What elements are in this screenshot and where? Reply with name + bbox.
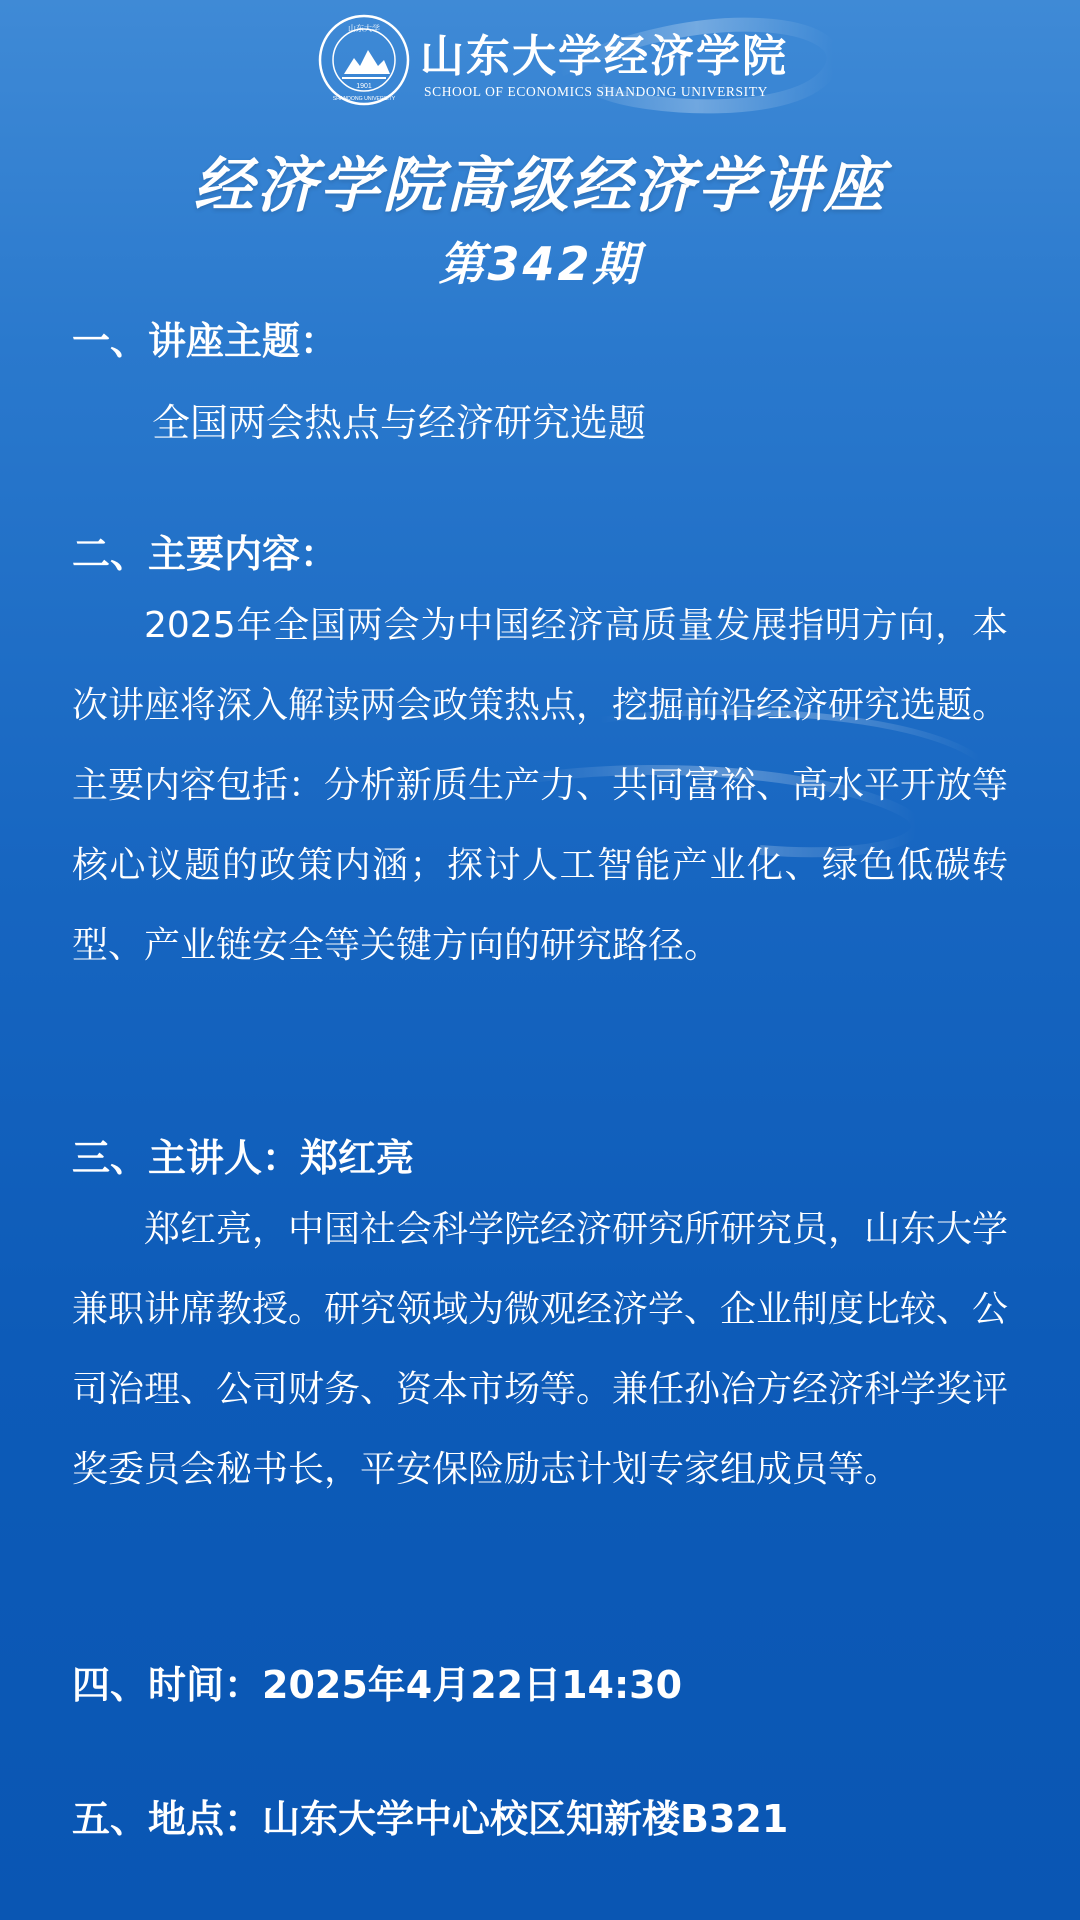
svg-text:SHANDONG UNIVERSITY: SHANDONG UNIVERSITY [332,96,396,102]
header-logo-block [0,14,1080,110]
school-name-cn: 山东大学经济学院 [420,31,788,82]
svg-text:山东大学: 山东大学 [348,24,380,33]
issue-number: 第342期 [438,237,642,291]
section-heading-location: 五、地点：山东大学中心校区知新楼B321 [72,1797,789,1841]
section-text-content: 2025年全国两会为中国经济高质量发展指明方向，本次讲座将深入解读两会政策热点，挖掘前沿经济研究选题。主要内容包括：分析新质生产力、共同富裕、高水平开放等核心议题的政策内涵；探讨人工智能产业化、绿色低碳转型、产业链安全等关键方向的研究路径。 [72,605,1009,966]
section-text-speaker: 郑红亮，中国社会科学院经济研究所研究员，山东大学兼职讲席教授。研究领域为微观经济学、企业制度比较、公司治理、公司财务、资本市场等。兼任孙冶方经济科学奖评奖委员会秘书长，平安保险励志计划专家组成员等。 [72,1209,1009,1490]
university-seal-icon [318,14,410,106]
section-heading-speaker: 三、主讲人：郑红亮 [72,1136,415,1180]
section-heading-time: 四、时间：2025年4月22日14:30 [72,1663,683,1707]
svg-text:1901: 1901 [356,83,372,90]
section-heading-content: 二、主要内容： [72,532,339,576]
school-name-en: SCHOOL OF ECONOMICS SHANDONG UNIVERSITY [424,84,768,99]
section-text-topic: 全国两会热点与经济研究选题 [152,401,647,445]
page-title: 经济学院高级经济学讲座 [193,151,887,221]
section-heading-topic: 一、讲座主题： [72,319,339,363]
